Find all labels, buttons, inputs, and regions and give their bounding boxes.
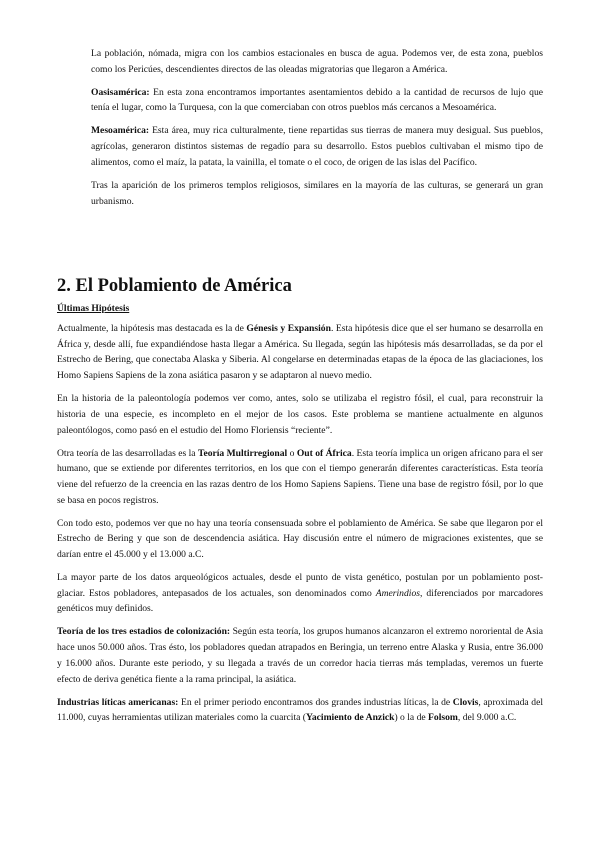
multirregional-term: Teoría Multirregional xyxy=(197,447,288,459)
oasisamerica-label: Oasisamérica: xyxy=(91,86,150,98)
industrias-text-h: , del 9.000 a.C. xyxy=(457,712,517,724)
consenso-paragraph xyxy=(0,516,600,563)
tres-estadios-paragraph xyxy=(0,624,600,687)
intro-block xyxy=(0,46,600,209)
genesis-paragraph xyxy=(0,321,600,384)
consenso-text: Con todo esto, podemos ver que no hay una teoría consensuada sobre el poblamiento de América. Se sabe que llegaron por el Estrecho de Bering y que son de descendencia asiática. Hay discusión entre el número de migraciones existentes, que se darían entre el 45.000 y el 13.000 a.C. xyxy=(57,517,543,561)
mesoamerica-label: Mesoamérica: xyxy=(91,125,150,137)
industrias-text-d: , aproximada del 11.000, cuyas herramientas utilizan materiales como la cuarcita ( xyxy=(57,696,543,724)
genesis-term: Génesis y Expansión xyxy=(246,323,331,334)
multirregional-text-c: o xyxy=(287,447,297,459)
tres-estadios-text: Según esta teoría, los grupos humanos alcanzaron el extremo nororiental de Asia hace unos 50.000 años. Tras ésto, los pobladores quedan atrapados en Beringia, un terreno entre Alaska y Rusia, entre 36.000 y 16.000 años. Durante este periodo, y su llegada a través de un corredor hacia tierras más templadas, veremos un fuerte efecto de deriva genética fiente a la rama principal, la asiática. xyxy=(57,626,543,685)
multirregional-text-a: Otra teoría de las desarrolladas es la xyxy=(57,447,198,459)
folsom-term: Folsom xyxy=(428,712,458,724)
intro-paragraph-nomadas xyxy=(0,46,600,77)
multirregional-text-e: . Esta teoría implica un origen africano para el ser humano, que se extiende por diferentes territorios, en los que con el tiempo generarán diferentes características. Esta teoría viene del refuerzo de la creencia en las razas dentro de los Homo Sapiens Sapiens. Tiene una base de registro fósil, por lo que se basa en pocos registros. xyxy=(57,447,543,506)
industrias-text-f: ) o la de xyxy=(394,712,429,724)
section-title: 2. El Poblamiento de América xyxy=(57,276,292,296)
genesis-text-c: . Esta hipótesis dice que el ser humano se desarrolla en África y, desde allí, fue expandiéndose hasta llegar a América. Su llegada, según las hipótesis más desarrolladas, se da por el Estrecho de Bering, que conectaba Alaska y Siberia. Al congelarse en determinadas etapas de la época de las glaciaciones, los Homo Sapiens Sapiens de la zona asiática pasaron y se adaptaron al nuevo medio. xyxy=(57,323,544,382)
multirregional-paragraph xyxy=(0,446,600,509)
oasisamerica-text: En esta zona encontramos importantes asentamientos debido a la cantidad de recursos de lujo que tenía el lugar, como la Turquesa, con la que comerciaban con otros pueblos más cercanos a Mesoamérica. xyxy=(91,86,543,114)
tres-estadios-label: Teoría de los tres estadios de colonización: xyxy=(57,626,231,638)
industrias-liticas-paragraph xyxy=(0,695,600,726)
out-of-africa-term: Out of África xyxy=(296,447,352,459)
clovis-term: Clovis xyxy=(452,696,479,708)
mesoamerica-text: Esta área, muy rica culturalmente, tiene repartidas sus tierras de manera muy desigual. Sus pueblos, agrícolas, generaron distintos sistemas de regadío para su desarrollo. Estos pueblos cultivaban el mismo tipo de alimentos, como el maíz, la patata, la vainilla, el tomate o el coco, de origen de las islas del Pacífico. xyxy=(91,125,543,168)
oasisamerica-paragraph xyxy=(0,85,600,116)
paleontologia-paragraph xyxy=(0,391,600,438)
body-block xyxy=(0,321,600,726)
amerindios-term: Amerindios xyxy=(375,587,420,599)
post-glaciar-paragraph xyxy=(0,570,600,617)
section-subtitle: Últimas Hipótesis xyxy=(57,303,130,314)
post-glaciar-text-c: , diferenciados por marcadores genéticos muy definidos. xyxy=(57,587,543,615)
urbanismo-paragraph xyxy=(0,178,600,209)
genesis-text-a: Actualmente, la hipótesis mas destacada es la de xyxy=(57,323,247,334)
anzick-term: Yacimiento de Anzick xyxy=(305,712,395,724)
paleontologia-text: En la historia de la paleontología podemos ver como, antes, solo se utilizaba el registro fósil, el cual, para reconstruir la historia de una especie, es incompleto en el mejor de los casos. Este problema se mantiene actualmente en algunos paleontólogos, como pasó en el estudio del Homo Floriensis “reciente”. xyxy=(57,393,543,436)
mesoamerica-paragraph xyxy=(0,123,600,170)
intro-text: La población, nómada, migra con los cambios estacionales en busca de agua. Podemos ver, de esta zona, pueblos como los Pericúes, descendientes directos de las oleadas migratorias que llegaron a América. xyxy=(91,48,543,75)
industrias-liticas-label: Industrias líticas americanas: xyxy=(57,696,179,708)
urbanismo-text: Tras la aparición de los primeros templos religiosos, similares en la mayoría de las culturas, se generará un gran urbanismo. xyxy=(91,179,543,207)
industrias-text-b: En el primer periodo encontramos dos grandes industrias líticas, la de xyxy=(178,696,453,708)
post-glaciar-text-a: La mayor parte de los datos arqueológicos actuales, desde el punto de vista genético, postulan por un poblamiento post-glaciar. Estos pobladores, antepasados de los actuales, son denominados como xyxy=(57,572,543,599)
